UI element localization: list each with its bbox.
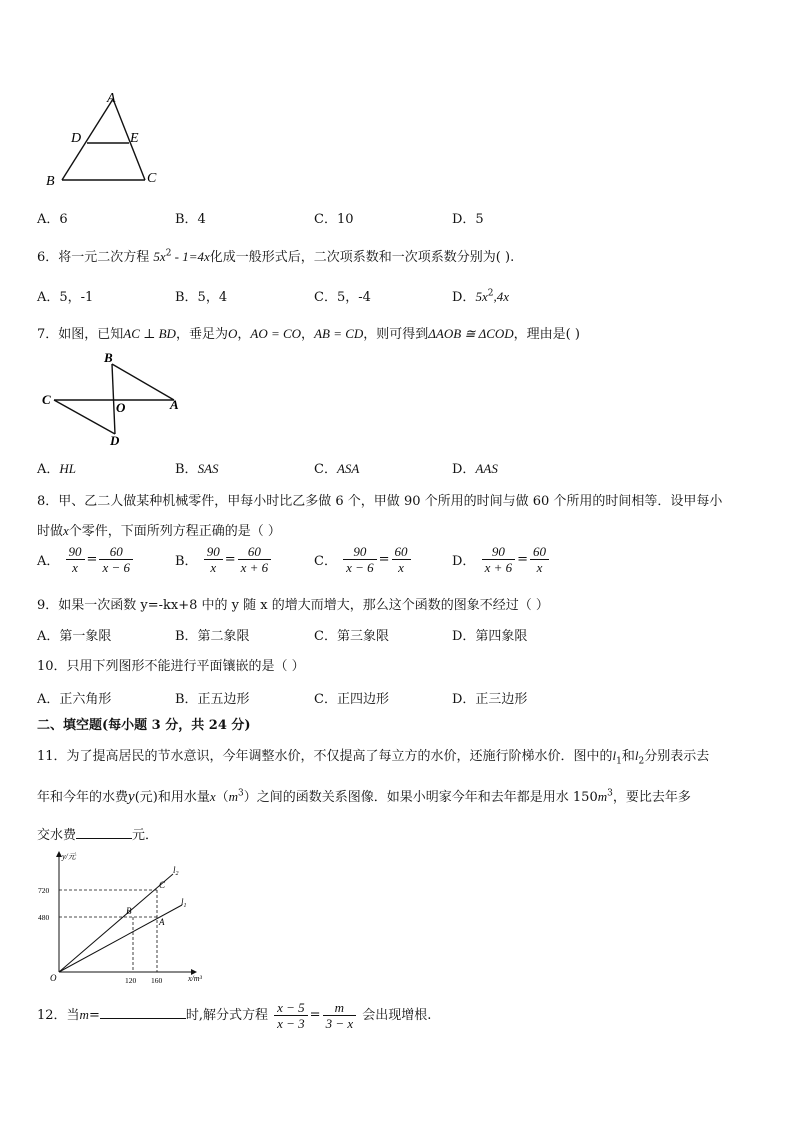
q8-d-left-frac: $\frac{90}{x + 6}$: [482, 544, 516, 575]
x-tick-160: 160: [151, 976, 163, 985]
x-tick-120: 120: [125, 976, 137, 985]
q11-l1-b: 和: [621, 749, 635, 764]
q12-mid: 时,解分式方程: [185, 1008, 268, 1023]
segment-cd: [54, 400, 115, 434]
q12-prefix: 12．当: [37, 1008, 80, 1023]
q6-option-d[interactable]: [452, 286, 509, 305]
q9-option-b[interactable]: B．第二象限: [175, 629, 250, 644]
q7-math-3: AO = CO: [250, 326, 302, 341]
point-c-label: C: [159, 880, 166, 890]
q11-l2-exp2: 3: [607, 788, 613, 799]
q7-math-4: AB = CD: [314, 326, 364, 341]
water-fee-graph: [36, 846, 216, 988]
point-b-label: B: [126, 906, 132, 916]
q11-answer-blank[interactable]: [76, 824, 132, 839]
q8-line2-a: 时做: [37, 524, 64, 539]
segment-ab: [112, 364, 174, 400]
q8-option-b[interactable]: B． $\frac{90}{x}$ = $\frac{60}{x + 6}$: [175, 544, 273, 575]
q7-math-5: ΔAOB ≅ ΔCOD: [428, 326, 514, 341]
y-tick-720: 720: [38, 886, 50, 895]
q5-option-d[interactable]: D．5: [452, 212, 484, 227]
q11-line1: [37, 745, 709, 767]
q7-text-5: ，理由是( ): [513, 327, 580, 342]
q6-eq-b: - 1=4x: [171, 249, 210, 264]
q7-label-o: O: [116, 400, 126, 415]
q11-l2-d: ）之间的函数关系图像．如果小明家今年和去年都是用水 150: [243, 790, 598, 805]
q9-stem: 9．如果一次函数 y=-kx+8 中的 y 随 x 的增大而增大，那么这个函数的图象不经过（ ）: [37, 598, 549, 613]
q6-eq-a: 5x: [153, 249, 166, 264]
q11-line2: [37, 786, 691, 806]
q11-l2-b: (元)和用水量: [134, 790, 210, 805]
q8-b-left-frac: $\frac{90}{x}$: [204, 544, 223, 575]
q6-option-d-math-a: 5x: [475, 289, 488, 304]
q5-option-a[interactable]: A．6: [37, 212, 68, 227]
q6-stem: [37, 246, 514, 265]
label-c: C: [147, 171, 157, 186]
label-a: A: [107, 91, 116, 106]
q7-label-c: C: [42, 392, 51, 407]
q7-text-2: ，: [237, 327, 251, 342]
q8-option-c-label: C．: [314, 554, 337, 569]
q8-line2-b: 个零件，下面所列方程正确的是（ ）: [68, 524, 281, 539]
q11-l2-c: （: [215, 790, 229, 805]
q6-option-a[interactable]: A．5，-1: [37, 290, 94, 305]
q9-option-a[interactable]: A．第一象限: [37, 629, 112, 644]
label-d: D: [71, 131, 82, 146]
q11-l3-b: 元．: [132, 828, 159, 843]
line-l1-label: $l_1$: [181, 897, 187, 909]
q12-suffix: 会出现增根.: [362, 1008, 432, 1023]
q6-option-c[interactable]: C．5，-4: [314, 290, 371, 305]
q5-option-c[interactable]: C．10: [314, 212, 354, 227]
q8-option-b-label: B．: [175, 554, 198, 569]
q12-frac-left: $\frac{x - 5}{x - 3}$: [274, 1000, 308, 1031]
q7-text-1: ，垂足为: [175, 327, 228, 342]
q7-option-b-label: B．: [175, 462, 198, 477]
q8-stem-line1: 8．甲、乙二人做某种机械零件，甲每小时比乙多做 6 个，甲做 90 个所用的时间与做 60 个所用的时间相等．设甲每小: [37, 494, 723, 509]
q7-text-4: ，则可得到: [363, 327, 429, 342]
q7-option-b-math: SAS: [197, 461, 219, 476]
q7-option-a-math: HL: [59, 461, 77, 476]
q11-l1-line2: l: [634, 748, 639, 763]
q7-prefix: 7．如图，已知: [37, 327, 124, 342]
q7-option-c[interactable]: [314, 458, 359, 477]
q12-frac-right: $\frac{m}{3 - x}$: [323, 1000, 357, 1031]
q12-eq: =: [88, 1008, 100, 1023]
line-l2-label: $l_2$: [173, 865, 179, 877]
q7-label-b: B: [104, 350, 113, 365]
q7-option-a-label: A．: [37, 462, 60, 477]
q12-m: m: [79, 1007, 89, 1022]
q8-option-c[interactable]: C． $\frac{90}{x - 6}$ = $\frac{60}{x}$: [314, 544, 413, 575]
q10-option-c[interactable]: C．正四边形: [314, 692, 389, 707]
q12-eq2: =: [309, 1007, 321, 1023]
q11-l2-x: x: [209, 789, 216, 804]
q5-option-b[interactable]: B．4: [175, 212, 206, 227]
origin-label: O: [50, 973, 57, 983]
q11-l2-e: ，要比去年多: [612, 790, 691, 805]
q11-l2-m: m: [228, 789, 239, 804]
q7-option-c-math: ASA: [336, 461, 360, 476]
q8-b-right-frac: $\frac{60}{x + 6}$: [238, 544, 272, 575]
q6-suffix: 化成一般形式后，二次项系数和一次项系数分别为( ).: [209, 250, 515, 265]
q11-line3: [37, 824, 158, 843]
q7-math-2: O: [227, 326, 238, 341]
line-l2: [59, 874, 173, 972]
q8-option-a-label: A．: [37, 554, 60, 569]
q10-option-b[interactable]: B．正五边形: [175, 692, 250, 707]
section2-title: 二、填空题(每小题 3 分，共 24 分): [37, 718, 251, 733]
x-axis-label: x/m³: [188, 974, 202, 983]
label-b: B: [46, 174, 55, 188]
triangle-figure: [40, 88, 170, 188]
q8-a-right-frac: $\frac{60}{x - 6}$: [99, 544, 133, 575]
q10-stem: 10．只用下列图形不能进行平面镶嵌的是（ ）: [37, 659, 305, 674]
q12-answer-blank[interactable]: [100, 1004, 186, 1019]
q11-l1-a: 11．为了提高居民的节水意识，今年调整水价，不仅提高了每立方的水价，还施行阶梯水价．图中的: [37, 749, 613, 764]
q7-option-d[interactable]: [452, 458, 498, 477]
q7-option-a[interactable]: [37, 458, 76, 477]
y-tick-480: 480: [38, 913, 50, 922]
q7-option-d-label: D．: [452, 462, 476, 477]
q6-eq-exp: 2: [165, 248, 172, 259]
q7-option-b[interactable]: [175, 458, 219, 477]
q11-l2-m2: m: [597, 789, 608, 804]
q12-stem: [37, 995, 431, 1036]
q7-text-3: ，: [301, 327, 315, 342]
q6-option-d-exp: 2: [487, 288, 494, 299]
q9-option-d[interactable]: D．第四象限: [452, 629, 528, 644]
q8-c-right-frac: $\frac{60}{x}$: [392, 544, 411, 575]
q11-l2-exp: 3: [238, 788, 244, 799]
q11-l1-c: 分别表示去: [644, 749, 710, 764]
line-l1: [59, 905, 182, 972]
q9-option-c[interactable]: C．第三象限: [314, 629, 389, 644]
q6-option-b[interactable]: B．5，4: [175, 290, 228, 305]
q10-option-d[interactable]: D．正三边形: [452, 692, 528, 707]
q6-prefix: 6．将一元二次方程: [37, 250, 154, 265]
point-a-label: A: [159, 917, 165, 927]
q8-option-d[interactable]: D． $\frac{90}{x + 6}$ = $\frac{60}{x}$: [452, 544, 551, 575]
q11-l1-sub2: 2: [638, 756, 645, 767]
side-ab: [62, 99, 113, 180]
side-ac: [113, 99, 145, 180]
segment-bd: [112, 364, 115, 434]
y-axis-label: y/元: [62, 852, 76, 861]
q8-c-left-frac: $\frac{90}{x - 6}$: [343, 544, 377, 575]
q11-l1-sub1: 1: [616, 756, 622, 767]
q11-l1-line1: l: [612, 748, 617, 763]
q7-math-1: AC ⊥ BD: [123, 326, 176, 341]
q6-option-d-math-b: ,4x: [493, 289, 509, 304]
q11-l3-a: 交水费: [37, 828, 77, 843]
q10-option-a[interactable]: A．正六角形: [37, 692, 112, 707]
q8-stem-line2: [37, 520, 281, 539]
q7-stem: [37, 323, 580, 342]
q8-option-a[interactable]: A． $\frac{90}{x}$ = $\frac{60}{x - 6}$: [37, 544, 135, 575]
q6-option-d-label: D．: [452, 290, 476, 305]
q11-l2-a: 年和今年的水费: [37, 790, 129, 805]
q8-d-right-frac: $\frac{60}{x}$: [530, 544, 549, 575]
q7-label-d: D: [110, 433, 120, 448]
q7-option-d-math: AAS: [475, 461, 498, 476]
q7-label-a: A: [170, 397, 179, 412]
q7-figure: [38, 348, 188, 448]
label-e: E: [130, 131, 139, 146]
q7-option-c-label: C．: [314, 462, 337, 477]
q8-option-d-label: D．: [452, 554, 476, 569]
q8-line2-x: x: [63, 523, 69, 538]
q11-l2-y: y: [128, 789, 135, 805]
q8-a-left-frac: $\frac{90}{x}$: [66, 544, 85, 575]
